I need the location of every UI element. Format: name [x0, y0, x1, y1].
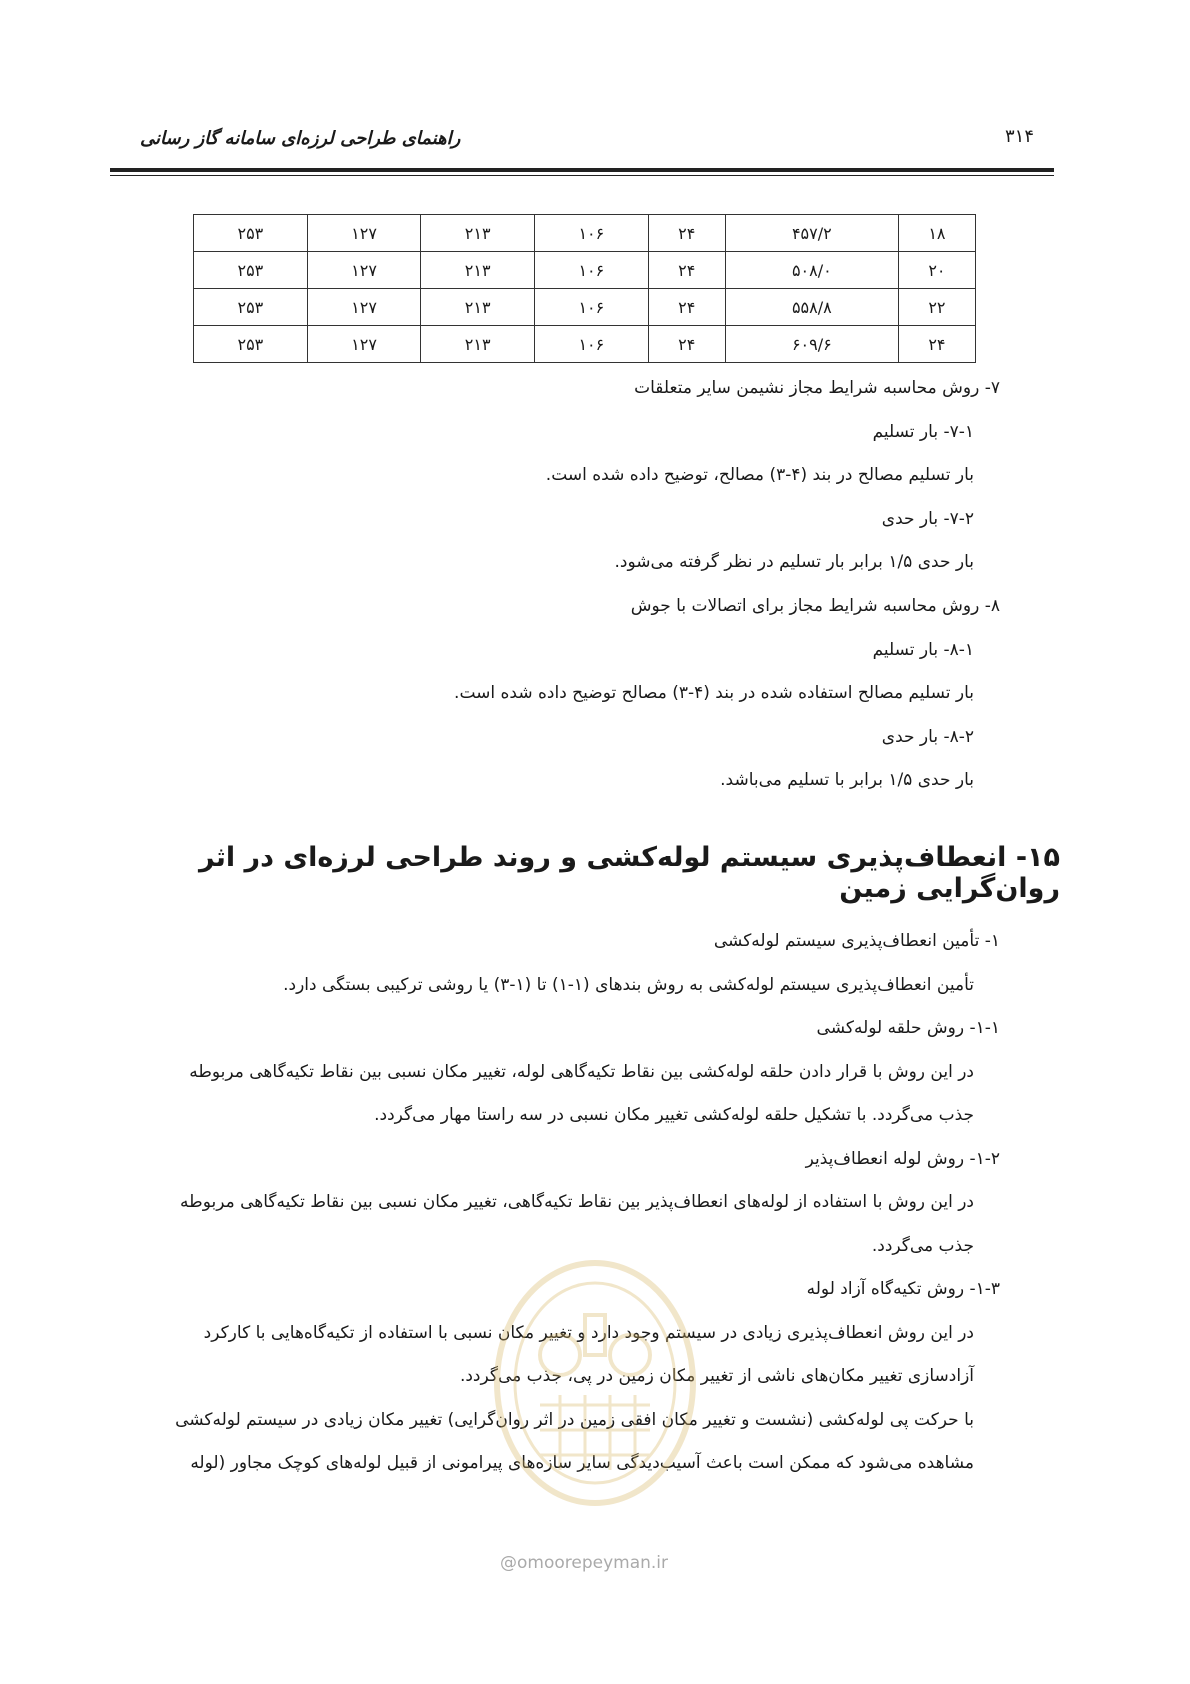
section-7-1-text: بار تسلیم مصالح در بند (۴-۳) مصالح، توضیح داده شده است. [545, 465, 974, 485]
table-cell: ۱۲۷ [307, 326, 421, 363]
table-cell: ۱۰۶ [535, 289, 649, 326]
section-7-2-text: بار حدی ۱/۵ برابر بار تسلیم در نظر گرفته می‌شود. [614, 552, 974, 572]
section-1-title: ۱- تأمین انعطاف‌پذیری سیستم لوله‌کشی [713, 931, 1000, 951]
table-cell: ۲۱۳ [421, 326, 535, 363]
section-15-heading: ۱۵- انعطاف‌پذیری سیستم لوله‌کشی و روند طراحی لرزه‌ای در اثر روان‌گرایی زمین [198, 842, 1060, 904]
table-cell: ۲۴ [648, 215, 725, 252]
table-cell: ۲۰ [898, 252, 975, 289]
table-row [194, 326, 976, 363]
section-8-title: ۸- روش محاسبه شرایط مجاز برای اتصالات با جوش [630, 596, 1000, 616]
running-title: راهنمای طراحی لرزه‌ای سامانه گاز رسانی [140, 128, 461, 149]
watermark-site: @omoorepeyman.ir [500, 1553, 669, 1573]
section-7-title: ۷- روش محاسبه شرایط مجاز نشیمن سایر متعلقات [634, 378, 1000, 398]
table-cell: ۲۱۳ [421, 289, 535, 326]
section-1-1-text-line-1: در این روش با قرار دادن حلقه لوله‌کشی بین نقاط تکیه‌گاهی لوله، تغییر مکان نسبی بین نقاط تکیه‌گاهی مربوطه [189, 1062, 974, 1082]
table-cell: ۵۵۸/۸ [725, 289, 898, 326]
table-cell: ۱۰۶ [535, 326, 649, 363]
section-1-1-title: ۱-۱- روش حلقه لوله‌کشی [816, 1018, 1000, 1038]
table-cell: ۱۲۷ [307, 252, 421, 289]
section-8-2-title: ۸-۲- بار حدی [881, 727, 974, 747]
table-row [194, 215, 976, 252]
header-rule-thick [110, 168, 1054, 172]
section-1-text: تأمین انعطاف‌پذیری سیستم لوله‌کشی به روش بندهای (۱-۱) تا (۱-۳) یا روشی ترکیبی بستگی دارد. [283, 975, 974, 995]
header-rule-thin [110, 175, 1054, 176]
table-cell: ۶۰۹/۶ [725, 326, 898, 363]
table-row [194, 289, 976, 326]
table-cell: ۲۲ [898, 289, 975, 326]
data-table [193, 214, 976, 363]
section-8-1-text: بار تسلیم مصالح استفاده شده در بند (۴-۳) مصالح توضیح داده شده است. [454, 683, 974, 703]
table-row [194, 252, 976, 289]
table-cell: ۴۵۷/۲ [725, 215, 898, 252]
table-cell: ۵۰۸/۰ [725, 252, 898, 289]
final-paragraph-line-2: مشاهده می‌شود که ممکن است باعث آسیب‌دیدگی سایر سازه‌های پیرامونی از قبیل لوله‌های کوچک مجاور (لوله [190, 1453, 974, 1473]
section-7-1-title: ۷-۱- بار تسلیم [872, 422, 974, 442]
table-cell: ۱۸ [898, 215, 975, 252]
table-cell: ۲۱۳ [421, 215, 535, 252]
table-cell: ۱۰۶ [535, 252, 649, 289]
section-1-3-title: ۱-۳- روش تکیه‌گاه آزاد لوله [806, 1279, 1000, 1299]
table-cell: ۲۴ [648, 252, 725, 289]
section-8-1-title: ۸-۱- بار تسلیم [872, 640, 974, 660]
section-1-2-text-line-2: جذب می‌گردد. [871, 1236, 974, 1256]
section-1-3-text-line-1: در این روش انعطاف‌پذیری زیادی در سیستم وجود دارد و تغییر مکان نسبی با استفاده از تکیه‌گاه‌هایی با کارکرد [203, 1323, 974, 1343]
table-cell: ۲۵۳ [194, 289, 308, 326]
section-1-2-text-line-1: در این روش با استفاده از لوله‌های انعطاف‌پذیر بین نقاط تکیه‌گاهی، تغییر مکان نسبی بین نقاط تکیه‌گاهی مربوطه [180, 1192, 974, 1212]
table-cell: ۲۵۳ [194, 215, 308, 252]
table-cell: ۱۲۷ [307, 289, 421, 326]
section-1-1-text-line-2: جذب می‌گردد. با تشکیل حلقه لوله‌کشی تغییر مکان نسبی در سه راستا مهار می‌گردد. [374, 1105, 974, 1125]
table-cell: ۱۲۷ [307, 215, 421, 252]
table-cell: ۲۴ [648, 289, 725, 326]
section-1-2-title: ۱-۲- روش لوله انعطاف‌پذیر [805, 1149, 1000, 1169]
watermark-seal-icon [490, 1255, 700, 1510]
table-cell: ۲۱۳ [421, 252, 535, 289]
table-cell: ۲۵۳ [194, 326, 308, 363]
table-cell: ۲۴ [648, 326, 725, 363]
section-1-3-text-line-2: آزادسازی تغییر مکان‌های ناشی از تغییر مکان زمین در پی، جذب می‌گردد. [459, 1366, 974, 1386]
section-8-2-text: بار حدی ۱/۵ برابر با تسلیم می‌باشد. [720, 770, 974, 790]
table-cell: ۲۵۳ [194, 252, 308, 289]
page-number: ۳۱۴ [1005, 126, 1035, 147]
table-cell: ۱۰۶ [535, 215, 649, 252]
final-paragraph-line-1: با حرکت پی لوله‌کشی (نشست و تغییر مکان افقی زمین در اثر روان‌گرایی) تغییر مکان زیادی در سیستم لوله‌کشی [175, 1410, 974, 1430]
section-7-2-title: ۷-۲- بار حدی [881, 509, 974, 529]
table-cell: ۲۴ [898, 326, 975, 363]
